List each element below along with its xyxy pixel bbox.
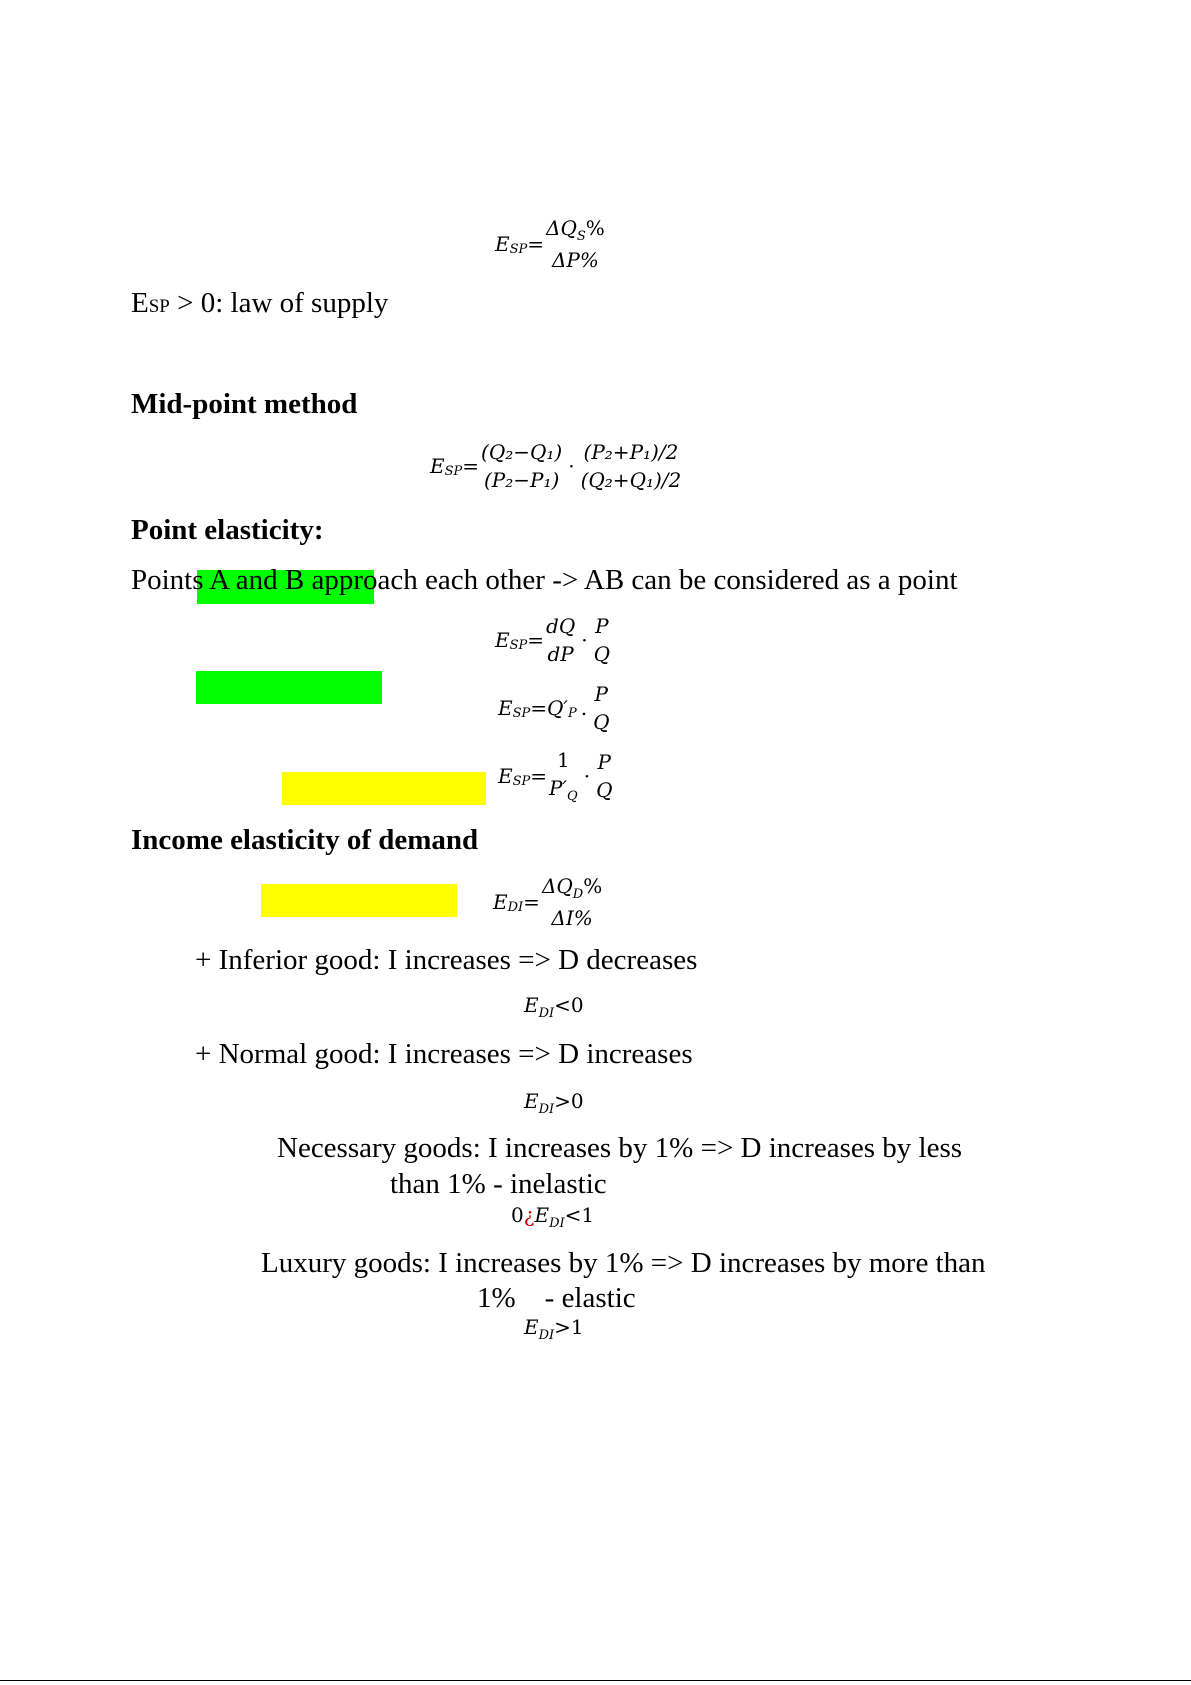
fraction: P Q	[596, 750, 613, 802]
highlight-yellow-block-2	[261, 884, 457, 917]
luxury-goods-line1: Luxury goods: I increases by 1% => D increases by more than	[261, 1247, 986, 1279]
luxury-goods-line2: 1% - elastic	[477, 1282, 636, 1314]
fraction: P Q	[593, 682, 610, 734]
formula-point-pprime: E SP = 1 $P'_Q$ · P Q	[498, 748, 613, 804]
page-bottom-rule	[0, 1680, 1191, 1681]
fraction: 1 $P'_Q$	[549, 748, 578, 804]
necessary-goods-line1: Necessary goods: I increases by 1% => D increases by less	[277, 1132, 963, 1164]
formula-edi-negative: $E_{DI}<0$	[524, 993, 584, 1021]
formula-point-derivative: E SP = dQ dP · P Q	[495, 614, 610, 666]
income-elasticity-heading: Income elasticity of demand	[131, 824, 479, 856]
normal-good-text: + Normal good: I increases => D increases	[195, 1038, 693, 1070]
highlight-yellow-block-1	[282, 772, 486, 805]
highlight-green-block	[196, 671, 382, 704]
formula-edi-positive: $E_{DI}>0$	[524, 1089, 584, 1117]
fraction: (P₂+P₁)/2 (Q₂+Q₁)/2	[580, 440, 682, 492]
formula-edi-greater-one: $E_{DI}>1$	[524, 1315, 584, 1343]
fraction: P Q	[593, 614, 610, 666]
point-elasticity-description: Points A and B approach each other -> AB can be considered as a point	[131, 564, 958, 596]
formula-edi-between: $0¿E_{DI}<1$	[511, 1203, 595, 1231]
formula-point-qprime: E SP = Q′ P . P Q	[498, 682, 610, 734]
fraction: dQ dP	[546, 614, 576, 666]
midpoint-heading: Mid-point method	[131, 388, 358, 420]
fraction: (Q₂−Q₁) (P₂−P₁)	[481, 440, 563, 492]
necessary-goods-line2: than 1% - inelastic	[390, 1168, 607, 1200]
formula-edi-percent: E DI = $\Delta Q_D\%$ ΔI%	[493, 874, 603, 930]
inferior-good-text: + Inferior good: I increases => D decreases	[195, 944, 698, 976]
fraction: $\Delta Q_D\%$ ΔI%	[541, 874, 603, 930]
formula-esp-percent: E SP = $\Delta Q_S\%$ ΔP%	[495, 216, 605, 272]
formula-midpoint: E SP = (Q₂−Q₁) (P₂−P₁) · (P₂+P₁)/2 (Q₂+Q₁)/2	[430, 440, 682, 492]
point-elasticity-heading: Point elasticity:	[131, 514, 324, 546]
esp-law-of-supply: ESP > 0: law of supply	[131, 287, 389, 319]
fraction: $\Delta Q_S\%$ ΔP%	[546, 216, 605, 272]
